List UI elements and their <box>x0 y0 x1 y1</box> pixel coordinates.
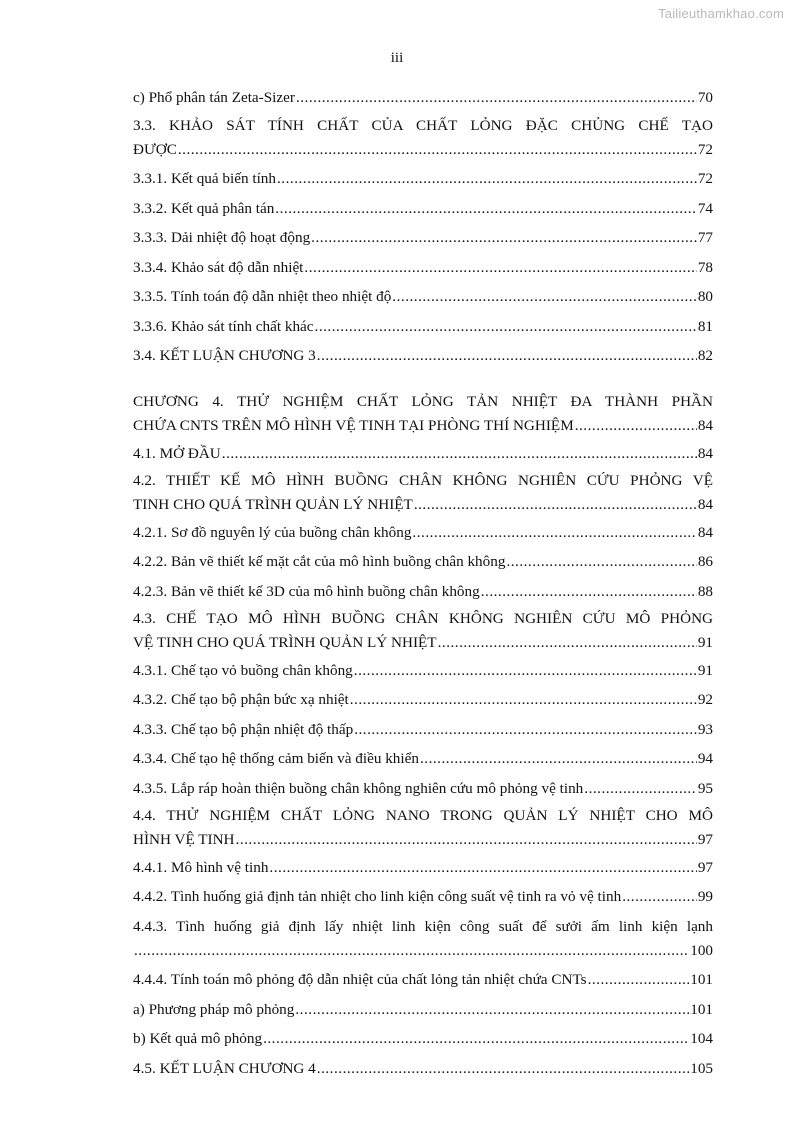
dot-leader <box>295 998 689 1022</box>
toc-entry-title: 4.4.4. Tính toán mô phỏng độ dẫn nhiệt của chất lỏng tản nhiệt chứa CNTs <box>133 971 587 988</box>
toc-entry[interactable] <box>133 804 713 852</box>
dot-leader <box>414 493 697 517</box>
dot-leader <box>420 747 697 771</box>
toc-entry-title: 4.4.3. Tình huống giả định lấy nhiệt linh kiện công suất để sưởi ấm linh kiện lạnh <box>133 917 713 935</box>
toc-entry-title: 3.3.5. Tính toán độ dẫn nhiệt theo nhiệt độ <box>133 288 392 305</box>
toc-entry[interactable] <box>133 580 713 604</box>
dot-leader <box>438 631 697 655</box>
toc-page-number: 101 <box>690 971 713 988</box>
toc-entry-title: 4.5. KẾT LUẬN CHƯƠNG 4 <box>133 1059 316 1077</box>
toc-entry-title: 3.3.2. Kết quả phân tán <box>133 199 275 217</box>
toc-entry[interactable] <box>133 315 713 339</box>
toc-entry[interactable] <box>133 344 713 368</box>
toc-entry[interactable] <box>133 1057 713 1081</box>
toc-entry[interactable] <box>133 285 713 309</box>
toc-entry[interactable] <box>133 1027 713 1051</box>
toc-page-number: 77 <box>697 229 713 246</box>
toc-entry-title: 4.3.4. Chế tạo hệ thống cảm biến và điều khiển <box>133 750 419 767</box>
toc-entry-title: 3.4. KẾT LUẬN CHƯƠNG 3 <box>133 347 316 364</box>
toc-entry-title: 4.2.1. Sơ đồ nguyên lý của buồng chân không <box>133 523 412 541</box>
toc-entry-title: 4.1. MỞ ĐẦU <box>133 444 221 462</box>
toc-entry-title: 3.3.3. Dải nhiệt độ hoạt động <box>133 229 311 246</box>
toc-entry[interactable] <box>133 718 713 742</box>
toc-entry[interactable] <box>133 659 713 683</box>
toc-page-number: 88 <box>697 582 713 600</box>
dot-leader <box>304 256 696 280</box>
toc-page-number: 80 <box>697 288 713 305</box>
toc-entry-title: HÌNH VỆ TINH <box>133 831 235 848</box>
toc-page-number: 97 <box>697 831 713 848</box>
toc-page-number: 93 <box>697 720 713 738</box>
toc-page-number: 84 <box>697 496 713 513</box>
toc-entry[interactable] <box>133 197 713 221</box>
toc-entry-title: CHƯƠNG 4. THỬ NGHIỆM CHẤT LỎNG TẢN NHIỆT ĐA THÀNH PHẦN <box>133 393 713 410</box>
table-of-contents <box>133 86 713 1081</box>
dot-leader <box>481 580 697 604</box>
toc-entry-title: 4.2.3. Bản vẽ thiết kế 3D của mô hình buồng chân không <box>133 582 480 600</box>
dot-leader <box>236 828 697 852</box>
toc-page-number: 84 <box>697 444 713 462</box>
toc-entry[interactable] <box>133 747 713 771</box>
dot-leader <box>506 550 696 574</box>
toc-entry-title: CHỨA CNTS TRÊN MÔ HÌNH VỆ TINH TẠI PHÒNG THÍ NGHIỆM <box>133 417 574 434</box>
dot-leader <box>134 939 689 963</box>
toc-page-number: 70 <box>697 89 713 106</box>
toc-entry-title: a) Phương pháp mô phỏng <box>133 1000 295 1018</box>
toc-entry-title: VỆ TINH CHO QUÁ TRÌNH QUẢN LÝ NHIỆT <box>133 634 437 651</box>
dot-leader <box>354 718 697 742</box>
watermark: Tailieuthamkhao.com <box>658 6 784 21</box>
toc-entry[interactable] <box>133 885 713 909</box>
toc-entry-title: c) Phổ phân tán Zeta-Sizer <box>133 89 295 106</box>
toc-page-number: 91 <box>697 634 713 651</box>
dot-leader <box>584 777 697 801</box>
toc-entry[interactable] <box>133 469 713 517</box>
toc-page-number: 95 <box>697 779 713 797</box>
toc-entry-title: 3.3.6. Khảo sát tính chất khác <box>133 317 314 335</box>
toc-entry[interactable] <box>133 968 713 992</box>
dot-leader <box>269 856 696 880</box>
toc-entry[interactable] <box>133 226 713 250</box>
toc-entry-title: 4.2.2. Bản vẽ thiết kế mặt cắt của mô hình buồng chân không <box>133 553 506 570</box>
toc-entry-title: 4.4.1. Mô hình vệ tinh <box>133 858 269 876</box>
toc-entry-title: ĐƯỢC <box>133 140 177 158</box>
toc-entry[interactable] <box>133 915 713 963</box>
toc-page-number: 97 <box>697 858 713 876</box>
dot-leader <box>263 1027 689 1051</box>
toc-entry-title: 4.3.5. Lắp ráp hoàn thiện buồng chân không nghiên cứu mô phỏng vệ tinh <box>133 779 584 797</box>
dot-leader <box>622 885 697 909</box>
toc-entry[interactable] <box>133 521 713 545</box>
toc-entry[interactable] <box>133 86 713 110</box>
toc-entry-title: 4.3.2. Chế tạo bộ phận bức xạ nhiệt <box>133 691 349 708</box>
toc-page-number: 94 <box>697 750 713 767</box>
toc-entry[interactable] <box>133 777 713 801</box>
dot-leader <box>311 226 697 250</box>
toc-entry-title: 4.3. CHẾ TẠO MÔ HÌNH BUỒNG CHÂN KHÔNG NGHIÊN CỨU MÔ PHỎNG <box>133 610 713 627</box>
dot-leader <box>575 414 697 438</box>
toc-page-number: 104 <box>690 1030 713 1047</box>
dot-leader <box>588 968 690 992</box>
toc-page-number: 81 <box>697 317 713 335</box>
toc-entry-title: b) Kết quả mô phỏng <box>133 1030 263 1047</box>
toc-entry-title: 4.4.2. Tình huống giả định tản nhiệt cho linh kiện công suất vệ tinh ra vỏ vệ tinh <box>133 888 622 905</box>
toc-page-number: 92 <box>697 691 713 708</box>
toc-entry-title: 3.3.4. Khảo sát độ dẫn nhiệt <box>133 258 304 276</box>
toc-entry-title: 3.3.1. Kết quả biến tính <box>133 170 276 187</box>
toc-entry-title: 3.3. KHẢO SÁT TÍNH CHẤT CỦA CHẤT LỎNG ĐẶC CHỦNG CHẾ TẠO <box>133 116 713 134</box>
toc-entry[interactable] <box>133 167 713 191</box>
dot-leader <box>412 521 696 545</box>
toc-entry[interactable] <box>133 998 713 1022</box>
toc-page-number: 72 <box>697 140 713 158</box>
toc-page-number: 100 <box>690 941 713 959</box>
toc-page-number: 74 <box>697 199 713 217</box>
dot-leader <box>392 285 697 309</box>
dot-leader <box>222 442 697 466</box>
toc-page-number: 72 <box>697 170 713 187</box>
toc-entry[interactable] <box>133 114 713 162</box>
toc-entry[interactable] <box>133 688 713 712</box>
page-number: iii <box>390 50 404 66</box>
dot-leader <box>315 315 697 339</box>
toc-page-number: 101 <box>690 1000 713 1018</box>
dot-leader <box>317 344 697 368</box>
dot-leader <box>296 86 697 110</box>
toc-page-number: 86 <box>697 553 713 570</box>
toc-entry-title: 4.2. THIẾT KẾ MÔ HÌNH BUỒNG CHÂN KHÔNG NGHIÊN CỨU PHỎNG VỆ <box>133 472 713 489</box>
toc-page-number: 84 <box>697 523 713 541</box>
dot-leader <box>178 138 697 162</box>
toc-entry-title: 4.4. THỬ NGHIỆM CHẤT LỎNG NANO TRONG QUẢN LÝ NHIỆT CHO MÔ <box>133 807 713 824</box>
toc-entry[interactable] <box>133 550 713 574</box>
toc-entry[interactable] <box>133 442 713 466</box>
toc-entry-title: 4.3.3. Chế tạo bộ phận nhiệt độ thấp <box>133 720 354 738</box>
toc-entry[interactable] <box>133 390 713 438</box>
toc-page-number: 78 <box>697 258 713 276</box>
toc-entry-title: TINH CHO QUÁ TRÌNH QUẢN LÝ NHIỆT <box>133 496 413 513</box>
dot-leader <box>350 688 697 712</box>
toc-page-number: 82 <box>697 347 713 364</box>
toc-page-number: 99 <box>697 888 713 905</box>
toc-page-number: 84 <box>697 417 713 434</box>
toc-page-number: 105 <box>690 1059 713 1077</box>
toc-entry[interactable] <box>133 607 713 655</box>
toc-page-number: 91 <box>697 661 713 679</box>
dot-leader <box>317 1057 689 1081</box>
toc-entry-title: 4.3.1. Chế tạo vỏ buồng chân không <box>133 661 353 679</box>
dot-leader <box>354 659 697 683</box>
toc-entry[interactable] <box>133 256 713 280</box>
toc-entry[interactable] <box>133 856 713 880</box>
dot-leader <box>277 167 697 191</box>
dot-leader <box>275 197 697 221</box>
